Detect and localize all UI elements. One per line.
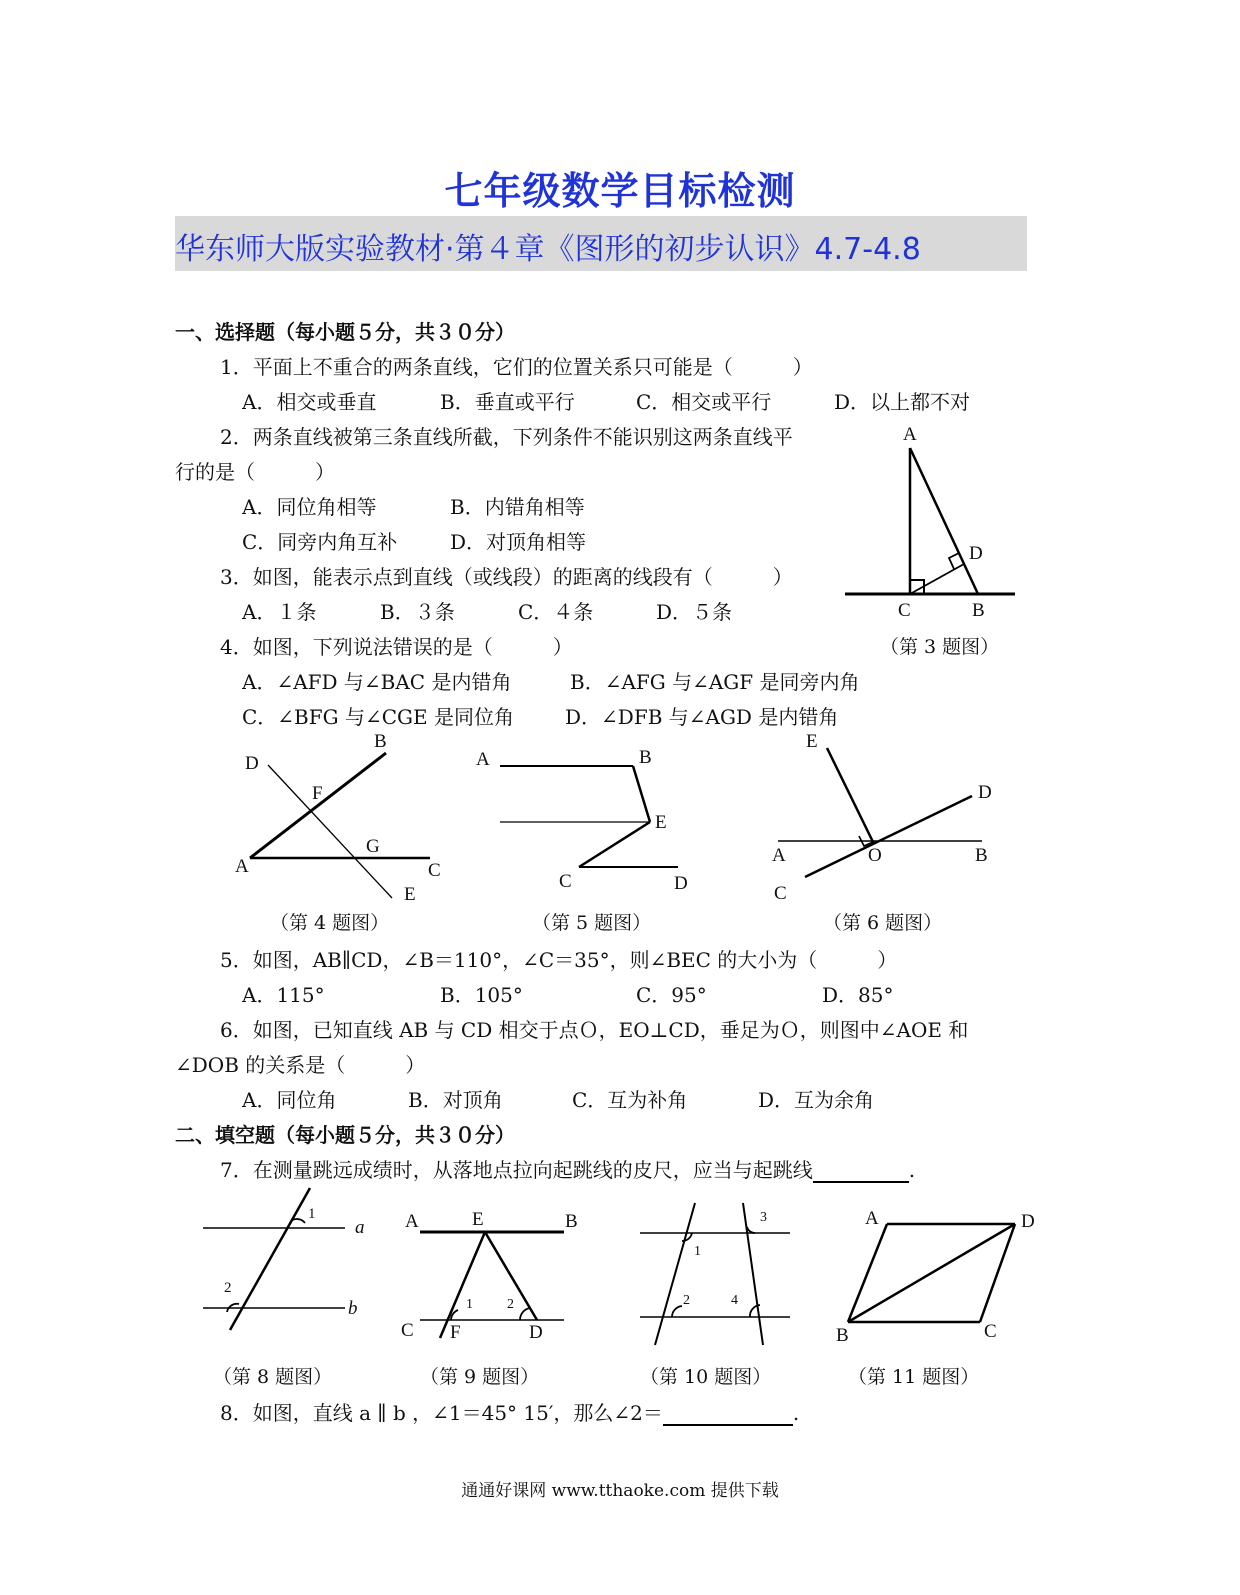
question-4-stem: 4．如图，下列说法错误的是（ ） [220,635,573,659]
question-3-option-d: D．５条 [656,600,733,624]
figure-10-angle-2: 2 [683,1293,690,1308]
figure-4-label-e: E [404,884,416,905]
figure-4-caption: （第 4 题图） [270,912,390,934]
question-2-stem-line1: 2．两条直线被第三条直线所截，下列条件不能识别这两条直线平 [220,425,793,449]
question-4-option-a: A．∠AFD 与∠BAC 是内错角 [242,670,512,694]
figure-6-label-d: D [978,782,992,803]
question-3-stem: 3．如图，能表示点到直线（或线段）的距离的线段有（ ） [220,565,793,589]
question-6-stem-line2: ∠DOB 的关系是（ ） [175,1053,426,1077]
question-2-option-d: D．对顶角相等 [450,530,587,554]
figure-8-angle-1: 1 [308,1206,316,1222]
figure-3-caption: （第 3 题图） [880,636,1000,658]
section-heading-choice: 一、选择题（每小题５分，共３０分） [175,320,515,344]
figure-6-label-e: E [806,731,818,752]
figure-3-diagram [840,420,1030,630]
page-subtitle: 华东师大版实验教材·第４章《图形的初步认识》4.7-4.8 [175,232,921,267]
figure-4-label-g: G [366,836,380,857]
question-3-option-c: C．４条 [518,600,594,624]
page-title: 七年级数学目标检测 [444,169,796,213]
question-2-stem-line2: 行的是（ ） [175,460,335,484]
question-1-stem: 1．平面上不重合的两条直线，它们的位置关系只可能是（ ） [220,355,813,379]
figure-5-label-b: B [639,747,652,768]
question-5-option-d: D．85° [822,983,894,1007]
figure-9-label-d: D [529,1322,543,1343]
figure-6-label-o: O [868,845,882,866]
figure-9-diagram [400,1200,580,1340]
question-6-stem-line1: 6．如图，已知直线 AB 与 CD 相交于点Ｏ，EO⊥CD，垂足为Ｏ，则图中∠AOE 和 [220,1018,969,1042]
figure-6-caption: （第 6 题图） [823,912,943,934]
question-6-option-b: B．对顶角 [408,1088,503,1112]
question-2-option-a: A．同位角相等 [242,495,377,519]
figure-8-angle-2: 2 [224,1280,232,1296]
figure-5-label-d: D [674,873,688,894]
question-8-period: . [792,1401,800,1425]
question-1-option-d: D．以上都不对 [834,390,971,414]
question-2-option-c: C．同旁内角互补 [242,530,398,554]
figure-9-label-e: E [472,1209,484,1230]
figure-10-diagram [630,1195,805,1355]
figure-9-label-a: A [405,1211,419,1232]
figure-5-diagram [490,740,700,890]
question-2-option-b: B．内错角相等 [450,495,585,519]
question-1-option-b: B．垂直或平行 [440,390,575,414]
question-7-period: . [908,1158,916,1182]
figure-4-label-d: D [245,753,259,774]
figure-10-caption: （第 10 题图） [640,1366,772,1388]
figure-4-diagram [230,740,460,910]
question-7-stem [220,1154,915,1183]
figure-9-caption: （第 9 题图） [420,1366,540,1388]
figure-3-label-d: D [969,543,983,564]
figure-3-label-a: A [903,424,917,445]
figure-5-label-c: C [559,871,572,892]
figure-11-caption: （第 11 题图） [848,1366,980,1388]
question-8-answer-blank[interactable] [663,1402,793,1426]
figure-11-label-c: C [984,1321,997,1342]
figure-9-label-c: C [401,1320,414,1341]
figure-11-label-b: B [836,1325,849,1346]
figure-5-label-e: E [655,812,667,833]
figure-9-label-f: F [450,1322,461,1343]
question-5-option-c: C．95° [636,983,707,1007]
question-7-text: 7．在测量跳远成绩时，从落地点拉向起跳线的皮尺，应当与起跳线 [220,1158,813,1182]
question-4-option-c: C．∠BFG 与∠CGE 是同位角 [242,705,514,729]
figure-5-caption: （第 5 题图） [532,912,652,934]
figure-4-label-f: F [312,783,323,804]
figure-11-label-d: D [1021,1211,1035,1232]
question-5-stem: 5．如图，AB∥CD，∠B＝110°，∠C＝35°，则∠BEC 的大小为（ ） [220,948,898,972]
figure-3-label-c: C [898,600,911,621]
figure-8-caption: （第 8 题图） [213,1366,333,1388]
question-4-option-d: D．∠DFB 与∠AGD 是内错角 [565,705,839,729]
question-3-option-a: A．１条 [242,600,317,624]
question-6-option-d: D．互为余角 [758,1088,875,1112]
figure-8-line-a: a [355,1217,365,1238]
figure-6-label-b: B [975,845,988,866]
figure-4-label-c: C [428,860,441,881]
figure-9-label-b: B [565,1211,578,1232]
question-3-option-b: B．３条 [380,600,455,624]
figure-9-angle-2: 2 [507,1297,514,1312]
question-5-option-b: B．105° [440,983,523,1007]
question-1-option-a: A．相交或垂直 [242,390,377,414]
figure-10-angle-1: 1 [694,1244,701,1259]
question-8-stem [220,1397,799,1426]
page-footer: 通通好课网 www.tthaoke.com 提供下载 [461,1481,779,1501]
question-6-option-a: A．同位角 [242,1088,337,1112]
figure-11-label-a: A [865,1208,879,1229]
question-1-option-c: C．相交或平行 [636,390,772,414]
figure-4-label-b: B [374,731,387,752]
figure-4-label-a: A [235,856,249,877]
figure-6-label-a: A [772,845,786,866]
figure-10-angle-4: 4 [731,1293,738,1308]
figure-10-angle-3: 3 [760,1210,767,1225]
figure-5-label-a: A [476,749,490,770]
question-5-option-a: A．115° [242,983,325,1007]
figure-6-diagram [770,740,1000,890]
question-7-answer-blank[interactable] [813,1159,909,1183]
figure-3-label-b: B [972,600,985,621]
figure-9-angle-1: 1 [466,1297,473,1312]
question-4-option-b: B．∠AFG 与∠AGF 是同旁内角 [570,670,860,694]
question-8-text: 8．如图，直线 a ∥ b ，∠1＝45° 15′，那么∠2＝ [220,1401,663,1425]
figure-6-label-c: C [774,883,787,904]
question-6-option-c: C．互为补角 [572,1088,688,1112]
section-heading-fill-in: 二、填空题（每小题５分，共３０分） [175,1123,515,1147]
figure-8-line-b: b [348,1298,358,1319]
